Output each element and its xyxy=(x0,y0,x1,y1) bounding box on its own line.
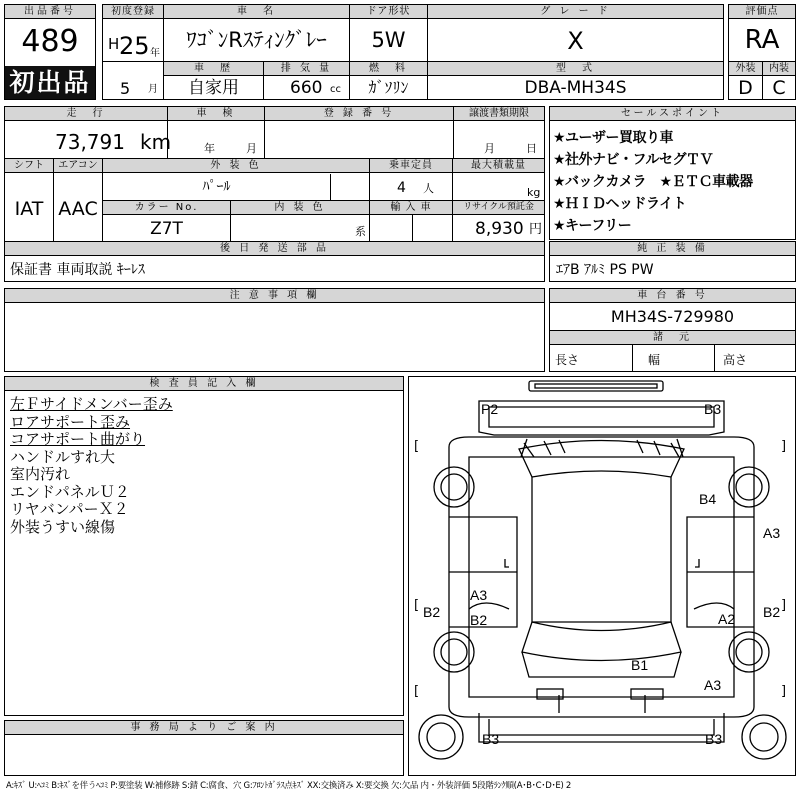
inspector-note-line: ロアサポート歪み xyxy=(10,412,131,431)
car-name: ﾜｺﾞﾝRｽﾃｨﾝｸﾞﾚｰ xyxy=(186,28,327,52)
mark-a3-right: A3 xyxy=(763,525,781,541)
sales-points-list xyxy=(553,127,795,237)
registration-year-unit: 年 xyxy=(150,48,160,59)
sales-point-item: ★社外ナビ・フルセグＴＶ xyxy=(553,152,713,168)
later-items-label: 後 日 発 送 部 品 xyxy=(5,242,544,256)
inspector-note-line: エンドパネルＵ２ xyxy=(10,482,130,501)
first-listing-badge: 初出品 xyxy=(5,66,95,99)
import-label: 輸 入 車 xyxy=(370,201,452,215)
color-no-label: カラー No. xyxy=(103,201,230,215)
inspection-label: 車 検 xyxy=(168,107,264,121)
car-name-label: 車 名 xyxy=(164,5,349,19)
exterior-color: ﾊﾟｰﾙ xyxy=(202,179,231,195)
recycle-unit: 円 xyxy=(529,222,543,237)
fuel: ｶﾞｿﾘﾝ xyxy=(368,78,409,97)
footer-legend: A:ｷｽﾞ U:ﾍｺﾐ B:ｷｽﾞを伴うﾍｺﾐ P:要塗装 W:補修跡 S:錆 C:腐食、穴 G:ﾌﾛﾝﾄｶﾞﾗｽ点ｷｽﾞ XX:交換済み X:要交換 欠:欠品 内・外装評価 5段階ﾗﾝｸ順(A･B･C･D･E) 2 xyxy=(6,781,572,791)
mark-p2: P2 xyxy=(481,401,499,417)
bracket-right-3: ] xyxy=(781,684,787,699)
capacity-unit: 人 xyxy=(423,182,434,195)
mark-a3-bottom: A3 xyxy=(704,677,722,693)
mark-b1: B1 xyxy=(631,657,649,673)
plate-label: 登 録 番 号 xyxy=(265,107,453,121)
sales-point-item: ★ユーザー買取り車 xyxy=(553,130,674,146)
ac: AAC xyxy=(58,198,98,220)
inspector-note-line: コアサポート曲がり xyxy=(10,430,146,448)
mileage-unit: km xyxy=(140,130,172,154)
recycle-label: リサイクル預託金 xyxy=(453,201,544,215)
recycle-fee: 8,930 xyxy=(475,219,524,239)
inspector-note-line: リヤバンパーＸ２ xyxy=(10,500,129,518)
registration-label: 初度登録 xyxy=(103,5,163,19)
exterior-color-label: 外 装 色 xyxy=(103,159,369,173)
interior-color-suffix: 系 xyxy=(355,225,366,238)
registration-year: 25 xyxy=(119,32,150,60)
history-label: 車 歴 xyxy=(164,62,263,76)
equipment: ｴｱB ｱﾙﾐ PS PW xyxy=(556,262,654,278)
mileage-label: 走 行 xyxy=(5,107,167,121)
width-label: 幅 xyxy=(648,353,661,367)
mark-b2-right: B2 xyxy=(763,604,781,620)
inspection-year-unit: 年 xyxy=(204,142,215,155)
grade-label: グ レ ー ド xyxy=(428,5,723,19)
grade: X xyxy=(567,27,584,55)
capacity: 4 xyxy=(397,180,406,196)
car-outline-svg xyxy=(409,377,795,775)
bracket-left-2: [ xyxy=(414,598,420,613)
door-type: 5W xyxy=(371,28,406,52)
ext-label: 外装 xyxy=(729,62,762,76)
color-number: Z7T xyxy=(150,219,183,239)
load-unit: kg xyxy=(527,186,541,199)
mark-b3-top: B3 xyxy=(704,401,722,417)
int-rating: C xyxy=(772,77,786,99)
length-label: 長さ xyxy=(555,353,580,367)
rating-label: 評価点 xyxy=(729,5,795,19)
mark-b3-bottom-right: B3 xyxy=(705,731,723,747)
transfer-label: 譲渡書類期限 xyxy=(454,107,544,121)
sales-point-item: ★バックカメラ ★ＥＴＣ車載器 xyxy=(553,174,753,190)
damage-diagram xyxy=(408,376,796,776)
bracket-right-2: ] xyxy=(781,598,787,613)
height-label: 高さ xyxy=(723,353,748,367)
registration-month: 5 xyxy=(120,79,131,98)
displacement-label: 排 気 量 xyxy=(264,62,349,76)
registration-month-unit: 月 xyxy=(148,84,158,95)
chassis-label: 車 台 番 号 xyxy=(550,289,795,303)
transfer-month-unit: 月 xyxy=(484,142,495,155)
dims-label: 諸 元 xyxy=(550,331,795,345)
inspector-note-line: 外装うすい線傷 xyxy=(10,517,116,536)
inspector-note-line: 室内汚れ xyxy=(10,465,71,483)
notes-label: 注 意 事 項 欄 xyxy=(5,289,544,303)
lot-number: 489 xyxy=(21,24,79,59)
inspector-label: 検 査 員 記 入 欄 xyxy=(5,377,403,391)
interior-color-label: 内 装 色 xyxy=(231,201,369,215)
capacity-label: 乗車定員 xyxy=(370,159,452,173)
bracket-left-3: [ xyxy=(414,684,420,699)
transfer-day-unit: 日 xyxy=(526,142,537,155)
model-label: 型 式 xyxy=(428,62,723,76)
mark-b2-left-inner: B2 xyxy=(470,612,488,628)
inspector-note-line: 左Ｆサイドメンバー歪み xyxy=(10,395,173,413)
chassis-number: MH34S-729980 xyxy=(610,307,735,326)
mark-a3-left: A3 xyxy=(470,587,488,603)
load-label: 最大積載量 xyxy=(453,159,544,173)
sales-point-item: ★ＨＩＤヘッドライト xyxy=(553,196,687,212)
equipment-label: 純 正 装 備 xyxy=(550,242,795,256)
ac-label: エアコン xyxy=(54,159,102,173)
mark-b3-bottom-left: B3 xyxy=(482,731,500,747)
fuel-label: 燃 料 xyxy=(350,62,427,76)
later-items: 保証書 車両取説 ｷｰﾚｽ xyxy=(10,262,145,278)
sales-points-label: セールスポイント xyxy=(550,107,795,121)
office-label: 事 務 局 よ り ご 案 内 xyxy=(5,721,403,735)
bracket-left-1: [ xyxy=(414,439,420,454)
registration-era: H xyxy=(108,35,120,53)
mark-b4: B4 xyxy=(699,491,717,507)
mileage: 73,791 xyxy=(55,130,125,154)
door-label: ドア形状 xyxy=(350,5,427,19)
history: 自家用 xyxy=(188,78,239,98)
displacement-unit: cc xyxy=(330,84,341,95)
bracket-right-1: ] xyxy=(781,439,787,454)
mark-b2-left-outer: B2 xyxy=(423,604,441,620)
shift: IAT xyxy=(14,198,44,220)
lot-number-label: 出品番号 xyxy=(5,5,95,19)
rating: RA xyxy=(744,25,780,55)
ext-rating: D xyxy=(738,77,753,99)
mark-a2: A2 xyxy=(718,611,736,627)
inspector-list xyxy=(10,396,400,536)
inspection-month-unit: 月 xyxy=(246,142,257,155)
inspector-note-line: ハンドルすれ大 xyxy=(10,447,116,466)
int-label: 内装 xyxy=(763,62,795,76)
shift-label: シフト xyxy=(5,159,53,173)
sales-point-item: ★キーフリー xyxy=(553,218,632,234)
displacement: 660 xyxy=(290,78,323,98)
model: DBA-MH34S xyxy=(524,78,627,98)
